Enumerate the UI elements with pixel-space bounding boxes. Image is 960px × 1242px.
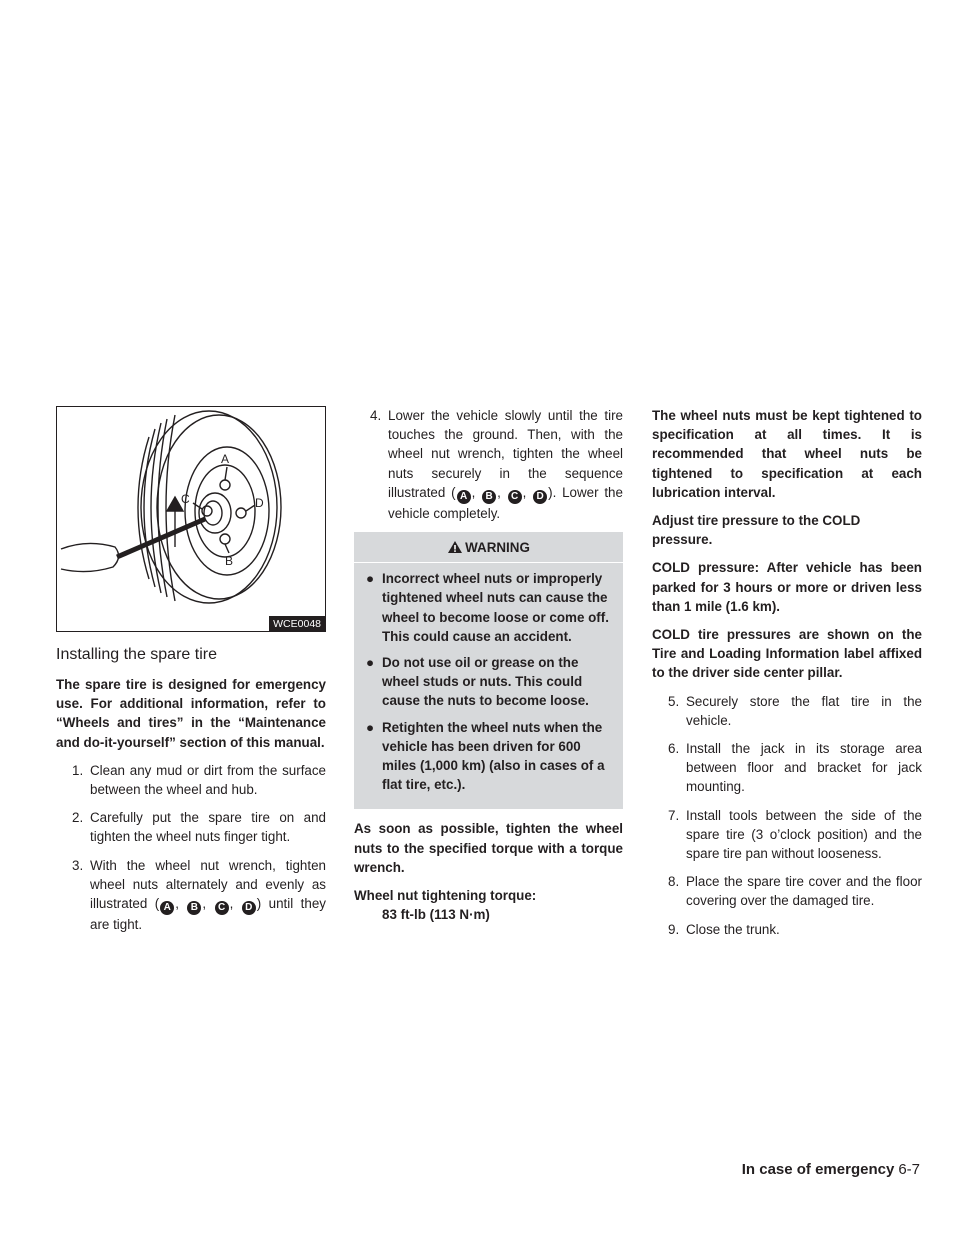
label-a: A: [221, 452, 230, 466]
cold-pressure-note: Adjust tire pressure to the COLD pressure.: [652, 513, 861, 548]
step-6: [652, 739, 922, 797]
warning-text: Retighten the wheel nuts when the vehicle has been driven for 600 miles (1,000 km) (also in cases of a flat tire, etc.).: [382, 719, 605, 793]
step-3: [56, 856, 326, 935]
circled-b: B: [482, 490, 496, 504]
step-4: [354, 406, 623, 523]
step-number: 4.: [370, 408, 382, 423]
nut-spec-paragraph: The wheel nuts must be kept tightened to specification at all times. It is recommended that wheel nuts be tightened to specification at each lubrication interval.: [652, 408, 922, 500]
step-number: 6.: [668, 741, 680, 757]
bullet-icon: ●: [366, 719, 375, 735]
step-text: Install the jack in its storage area between floor and bracket for jack mounting.: [686, 741, 922, 795]
step-number: 7.: [668, 807, 680, 823]
warning-text: Do not use oil or grease on the wheel studs or nuts. This could cause the nuts to become loose.: [382, 655, 589, 709]
bullet-icon: ●: [366, 571, 375, 587]
step-number: 9.: [668, 921, 680, 937]
circled-a: A: [457, 490, 471, 504]
tire-illustration: [56, 406, 326, 632]
circled-a: A: [160, 901, 174, 915]
label-b: B: [225, 554, 234, 568]
step-number: 8.: [668, 874, 680, 890]
warning-item: [362, 653, 615, 711]
step-1: [56, 761, 326, 799]
step-number: 3.: [72, 857, 84, 873]
step-text: With the wheel nut wrench, tighten wheel nuts alternately and evenly as illustrated (: [90, 857, 326, 912]
column-right: [652, 406, 922, 948]
circled-c: C: [508, 490, 522, 504]
warning-title: WARNING: [465, 540, 530, 556]
separator: ,: [522, 484, 533, 500]
step-text: Place the spare tire cover and the floor covering over the damaged tire.: [686, 874, 922, 909]
page-footer: [742, 1160, 920, 1180]
step-text-end: ) until they are tight.: [90, 896, 326, 933]
separator: ,: [471, 484, 482, 500]
step-2: [56, 808, 326, 846]
section-heading: Installing the spare tire: [56, 646, 217, 663]
intro-paragraph: The spare tire is designed for emergency use. For additional information, refer to “Wheels and tires” in the “Maintenance and do-it-yourself” section of this manual.: [56, 677, 326, 750]
separator: ,: [202, 896, 214, 912]
column-left: [56, 406, 326, 943]
footer-section-title: In case of emergency: [741, 1161, 895, 1178]
step-text: Clean any mud or dirt from the surface between the wheel and hub.: [90, 762, 326, 798]
step-7: [652, 806, 922, 864]
step-number: 5.: [668, 693, 680, 709]
bullet-icon: ●: [366, 655, 375, 671]
step-5: [652, 692, 922, 730]
step-text: Carefully put the spare tire on and tighten the wheel nuts finger tight.: [90, 810, 326, 845]
step-8: [652, 872, 922, 910]
wheel-nut-diagram: [57, 407, 325, 631]
step-text: Install tools between the side of the spare tire (3 o’clock position) and the spare tire pan without looseness.: [686, 807, 922, 862]
separator: ,: [229, 896, 241, 912]
warning-text: Incorrect wheel nuts or improperly tightened wheel nuts can cause the wheel to become loose or come off. This could cause an accident.: [382, 571, 609, 644]
circled-d: D: [242, 901, 256, 915]
step-text-end: ). Lower the vehicle completely.: [388, 484, 623, 521]
label-d: D: [255, 496, 264, 510]
circled-d: D: [533, 490, 547, 504]
page-number: 6-7: [898, 1161, 920, 1178]
warning-triangle-icon: [447, 540, 463, 554]
step-text: Securely store the flat tire in the vehicle.: [686, 693, 922, 728]
pressure-label-location: COLD tire pressures are shown on the Tire and Loading Information label affixed to the driver side center pillar.: [652, 627, 922, 681]
step-number: 2.: [72, 810, 84, 826]
separator: ,: [175, 896, 187, 912]
warning-header: [354, 538, 623, 563]
circled-b: B: [187, 901, 201, 915]
separator: ,: [497, 484, 507, 500]
torque-value: 83 ft-lb (113 N·m): [382, 907, 490, 923]
warning-item: [362, 718, 615, 795]
step-9: [652, 920, 922, 939]
step-text: Close the trunk.: [686, 921, 780, 937]
step-text: Lower the vehicle slowly until the tire touches the ground. Then, with the wheel nut wrench, tighten the wheel nuts securely in the sequence illustrated (: [388, 408, 623, 500]
warning-item: [362, 569, 615, 646]
column-middle: [354, 406, 623, 933]
label-c: C: [181, 492, 190, 506]
torque-label: Wheel nut tightening torque:: [354, 888, 537, 904]
step-number: 1.: [72, 762, 84, 778]
circled-c: C: [215, 901, 229, 915]
warning-box: [354, 532, 623, 809]
torque-advice: As soon as possible, tighten the wheel nuts to the specified torque with a torque wrench.: [354, 821, 623, 875]
cold-pressure-definition: COLD pressure: After vehicle has been parked for 3 hours or more or driven less than 1 mile (1.6 km).: [652, 560, 922, 614]
figure-code: WCE0048: [269, 616, 325, 631]
